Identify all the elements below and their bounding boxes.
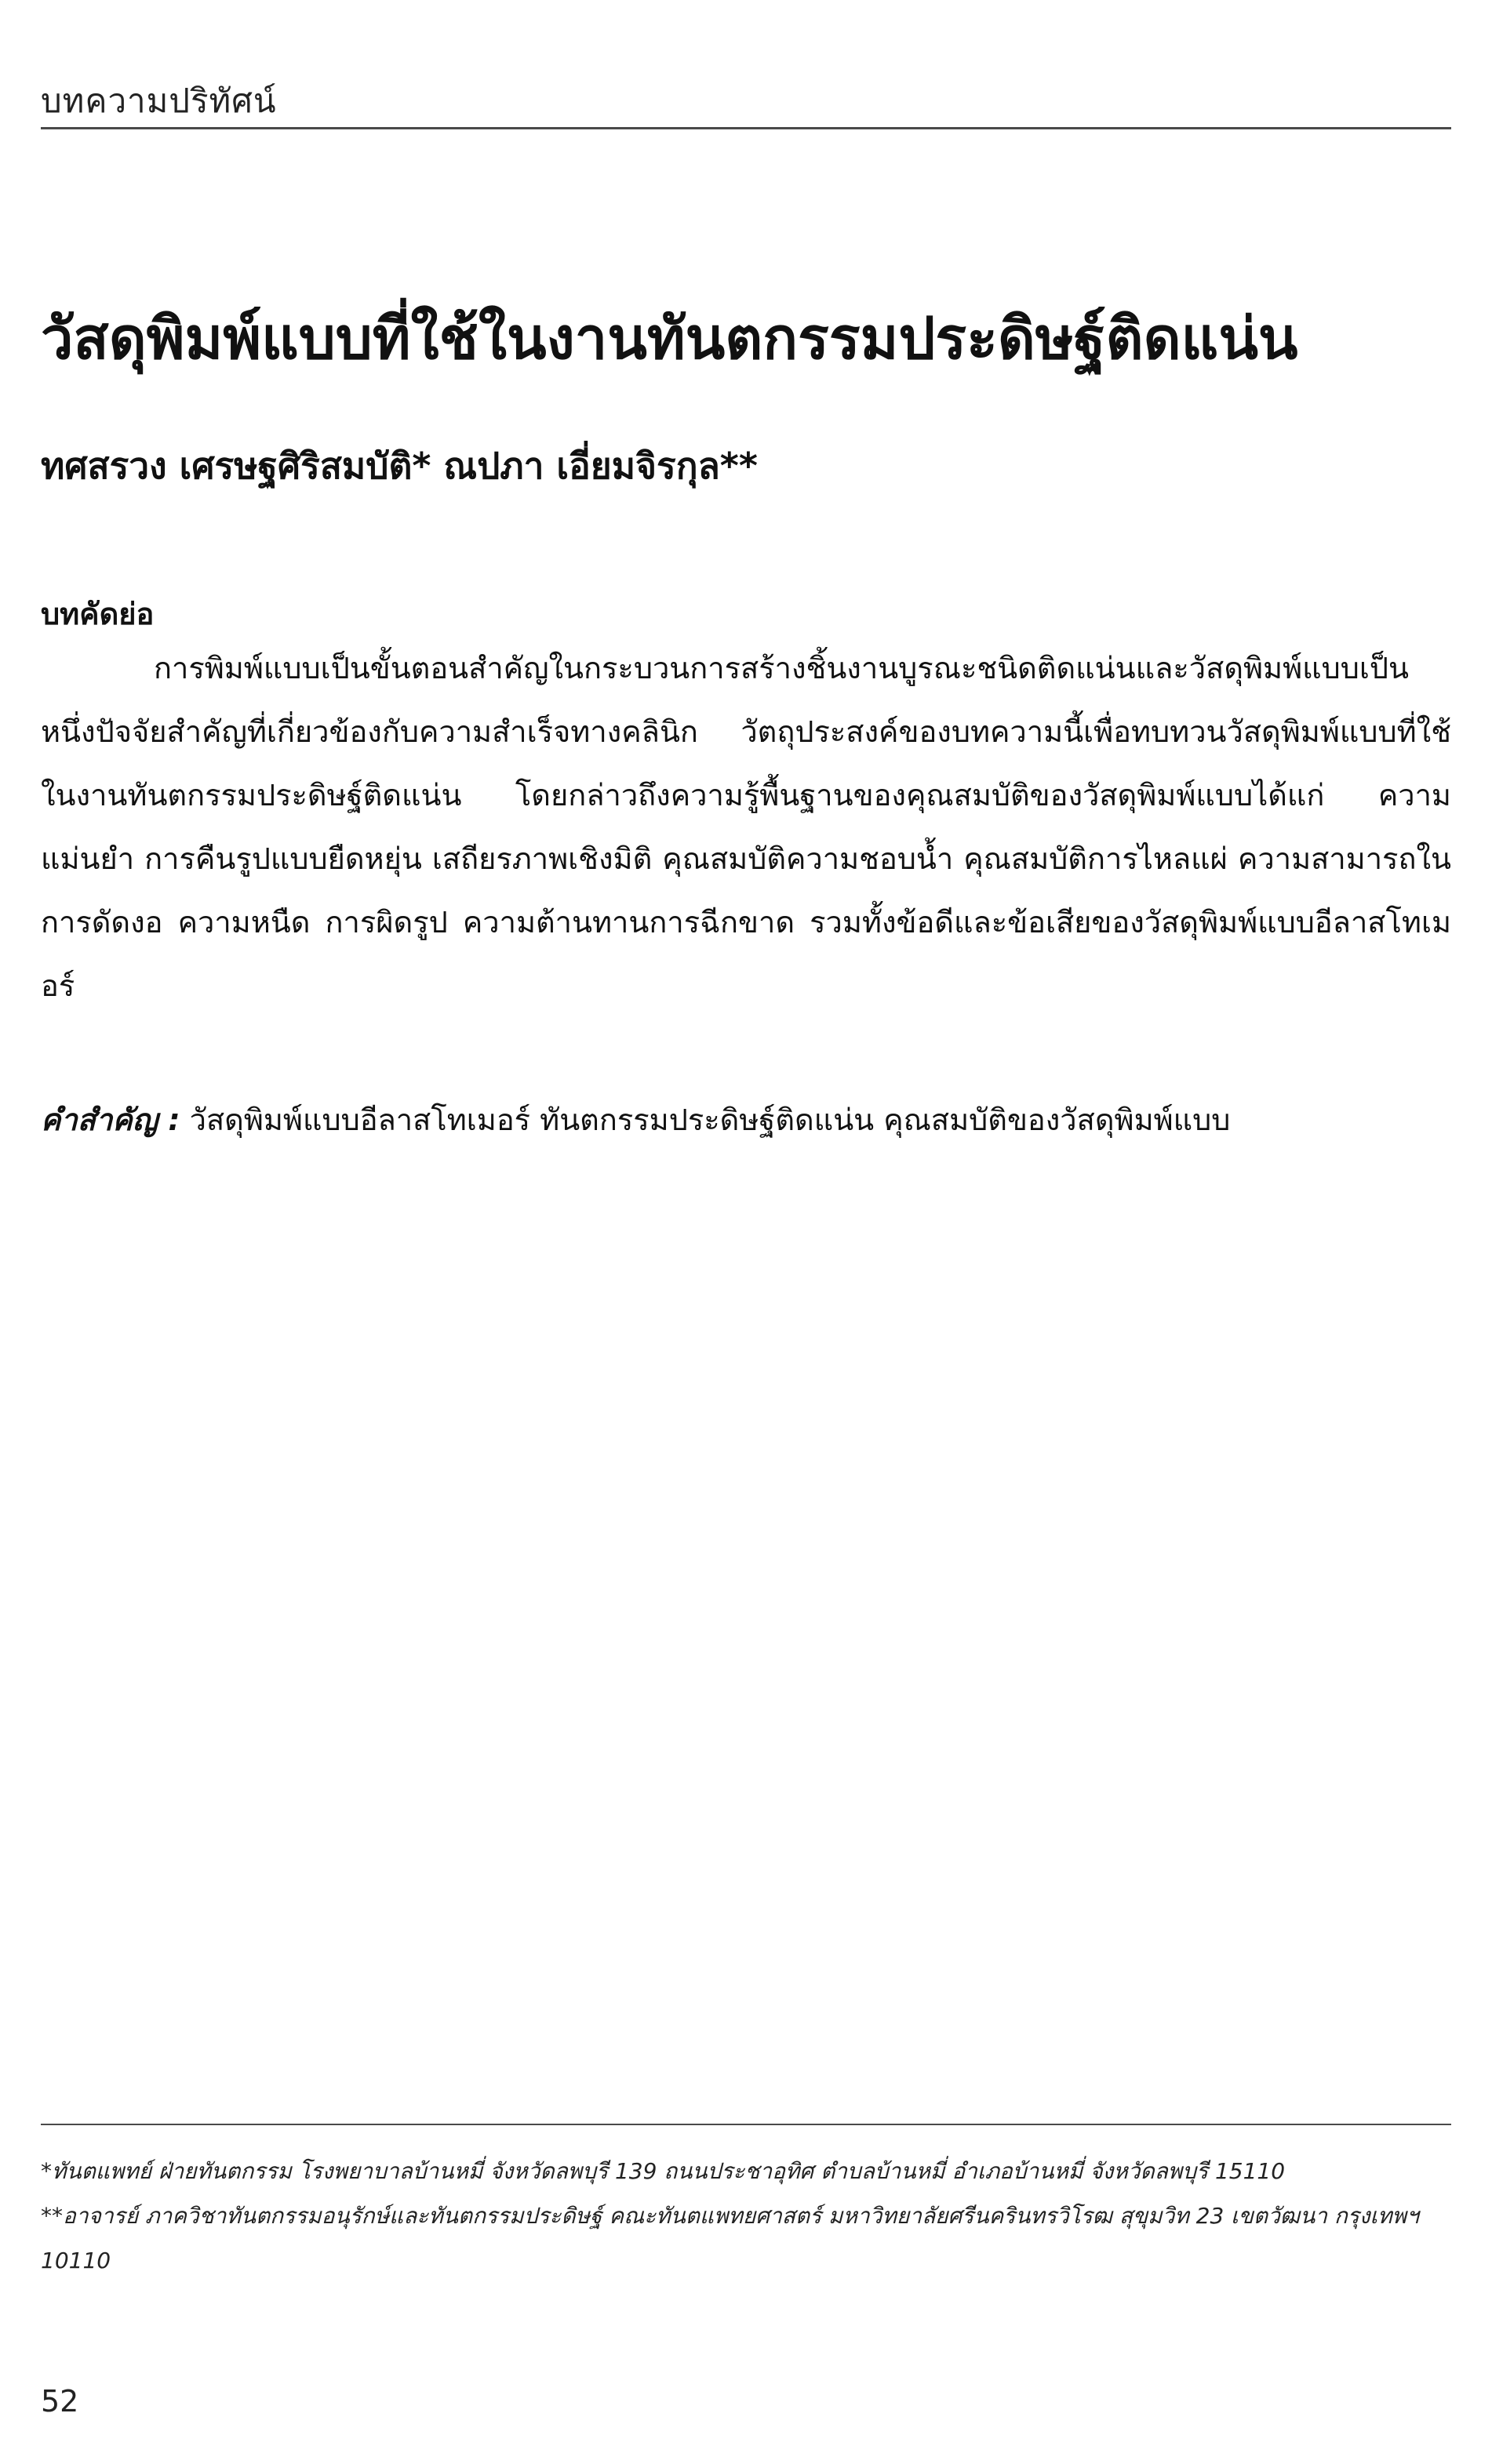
abstract-heading: บทคัดย่อ: [41, 597, 155, 631]
footnote-author-1: *ทันตแพทย์ ฝ่ายทันตกรรม โรงพยาบาลบ้านหมี่ จังหวัดลพบุรี 139 ถนนประชาอุทิศ ตำบลบ้านหมี่ อำเภอบ้านหมี่ จังหวัดลพบุรี 15110: [41, 2158, 1286, 2184]
article-authors: ทศสรวง เศรษฐศิริสมบัติ* ณปภา เอี่ยมจิรกุล**: [41, 445, 758, 487]
keywords-text: วัสดุพิมพ์แบบอีลาสโทเมอร์ ทันตกรรมประดิษฐ์ติดแน่น คุณสมบัติของวัสดุพิมพ์แบบ: [189, 1103, 1231, 1137]
section-label: บทความปริทัศน์: [41, 82, 277, 120]
keywords: [41, 1096, 1451, 1143]
header-rule: [41, 127, 1451, 129]
abstract-body: การพิมพ์แบบเป็นขั้นตอนสำคัญในกระบวนการสร้างชิ้นงานบูรณะชนิดติดแน่นและวัสดุพิมพ์แบบเป็นหนึ่งปัจจัยสำคัญที่เกี่ยวข้องกับความสำเร็จทางคลินิก วัตถุประสงค์ของบทความนี้เพื่อทบทวนวัสดุพิมพ์แบบที่ใช้ในงานทันตกรรมประดิษฐ์ติดแน่น โดยกล่าวถึงความรู้พื้นฐานของคุณสมบัติของวัสดุพิมพ์แบบได้แก่ ความแม่นยำ การคืนรูปแบบยืดหยุ่น เสถียรภาพเชิงมิติ คุณสมบัติความชอบน้ำ คุณสมบัติการไหลแผ่ ความสามารถในการดัดงอ ความหนืด การผิดรูป ความต้านทานการฉีกขาด รวมทั้งข้อดีและข้อเสียของวัสดุพิมพ์แบบอีลาสโทเมอร์: [41, 651, 1451, 1003]
footnote-rule: [41, 2124, 1451, 2125]
footnote-author-2: **อาจารย์ ภาควิชาทันตกรรมอนุรักษ์และทันตกรรมประดิษฐ์ คณะทันตแพทยศาสตร์ มหาวิทยาลัยศรีนครินทรวิโรฒ สุขุมวิท 23 เขตวัฒนา กรุงเทพฯ 10110: [41, 2203, 1419, 2273]
page-number: 52: [41, 2384, 79, 2419]
keywords-label: คำสำคัญ :: [41, 1103, 180, 1137]
article-title: วัสดุพิมพ์แบบที่ใช้ในงานทันตกรรมประดิษฐ์ติดแน่น: [41, 305, 1298, 373]
footnotes: [41, 2149, 1451, 2283]
